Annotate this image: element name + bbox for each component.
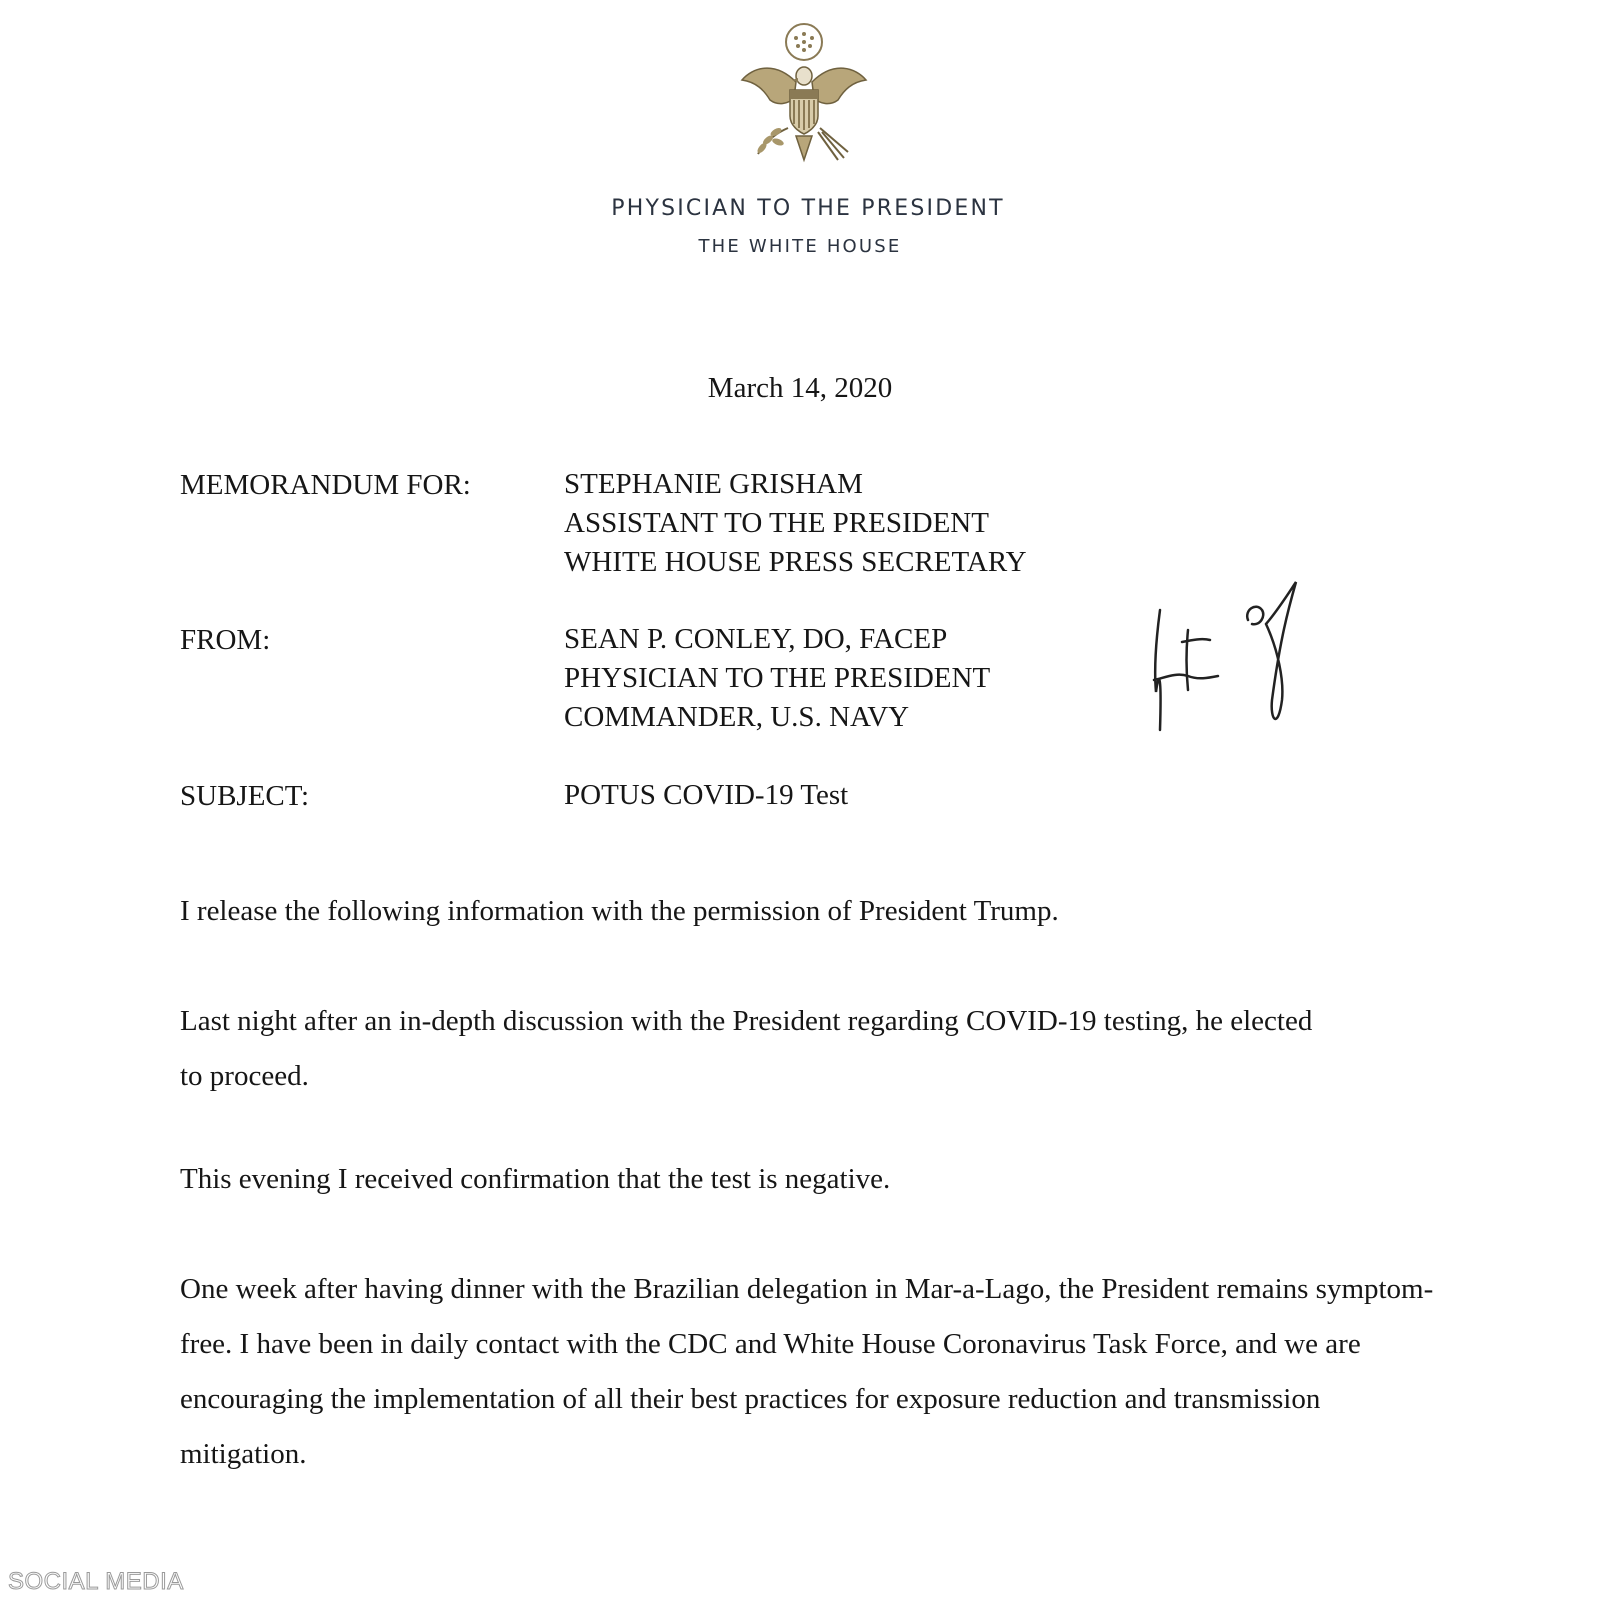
memorandum-for-label: MEMORANDUM FOR:	[180, 469, 471, 501]
signature-icon	[1148, 580, 1318, 745]
recipient-name: STEPHANIE GRISHAM	[564, 468, 863, 500]
body-paragraph-2: Last night after an in-depth discussion with the President regarding COVID-19 testing, he elected to proceed.	[180, 1005, 1313, 1092]
presidential-seal-icon	[734, 20, 874, 170]
watermark-text: SOCIAL MEDIA	[8, 1568, 184, 1595]
recipient-position: WHITE HOUSE PRESS SECRETARY	[564, 546, 1027, 578]
body-paragraph-3: This evening I received confirmation that the test is negative.	[180, 1163, 891, 1195]
recipient-title: ASSISTANT TO THE PRESIDENT	[564, 507, 989, 539]
letterhead-title: PHYSICIAN TO THE PRESIDENT	[611, 196, 1005, 221]
subject-label: SUBJECT:	[180, 780, 310, 812]
sender-rank: COMMANDER, U.S. NAVY	[564, 701, 910, 733]
sender-name: SEAN P. CONLEY, DO, FACEP	[564, 623, 948, 655]
memo-date: March 14, 2020	[707, 372, 893, 404]
body-paragraph-1: I release the following information with the permission of President Trump.	[180, 895, 1059, 927]
from-label: FROM:	[180, 624, 271, 656]
sender-title: PHYSICIAN TO THE PRESIDENT	[564, 662, 991, 694]
body-paragraph-4: One week after having dinner with the Brazilian delegation in Mar-a-Lago, the President remains symptom-free. I have been in daily contact with the CDC and White House Coronavirus Task Force, and we are encouraging the implementation of all their best practices for exposure reduction and transmission mitigation.	[180, 1273, 1434, 1470]
letterhead-subtitle: THE WHITE HOUSE	[698, 236, 902, 257]
subject-value: POTUS COVID-19 Test	[564, 779, 849, 811]
